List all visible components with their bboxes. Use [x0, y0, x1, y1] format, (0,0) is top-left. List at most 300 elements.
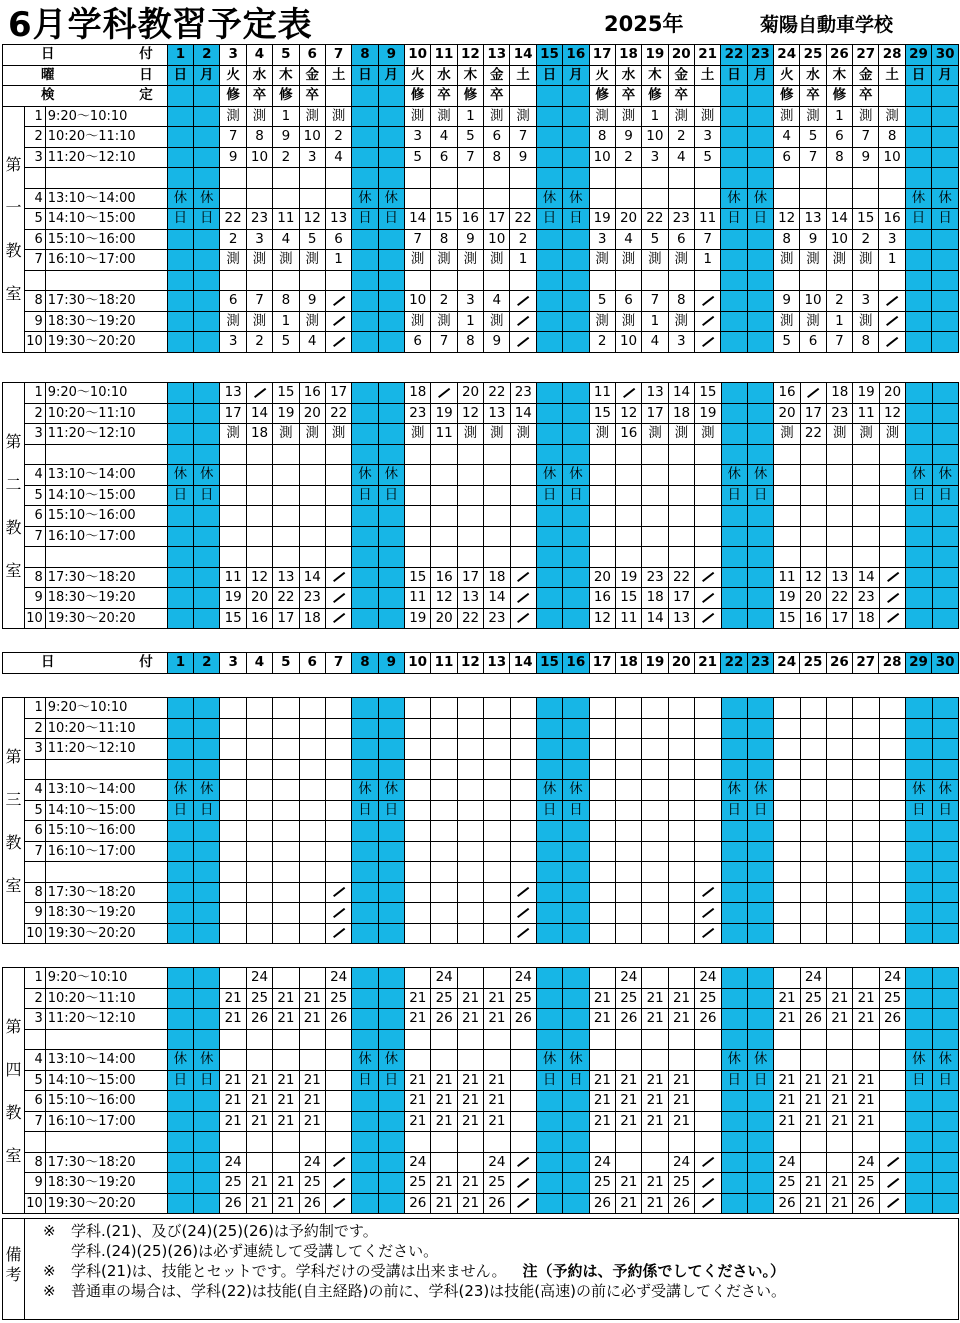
schedule-cell [378, 841, 404, 862]
schedule-cell [879, 903, 905, 924]
schedule-cell [194, 1152, 220, 1173]
schedule-cell: 25 [879, 988, 905, 1009]
schedule-cell [167, 311, 193, 332]
period-row [3, 698, 959, 719]
date-row-cell: 9 [378, 653, 404, 674]
blank [378, 168, 404, 189]
schedule-cell: 1 [879, 250, 905, 271]
schedule-cell [273, 821, 299, 842]
schedule-cell [879, 718, 905, 739]
schedule-cell: 17 [457, 567, 483, 588]
schedule-cell [853, 882, 879, 903]
schedule-cell [879, 1070, 905, 1091]
schedule-cell: 測 [853, 106, 879, 127]
schedule-cell: 6 [431, 147, 457, 168]
schedule-cell [668, 506, 694, 527]
exam-row-cell: 修 [774, 86, 800, 107]
schedule-cell: 19 [774, 588, 800, 609]
schedule-cell [352, 383, 378, 404]
schedule-cell: 5 [589, 291, 615, 312]
schedule-cell: 26 [510, 1009, 536, 1030]
period-time: 18:30〜19:20 [45, 1173, 167, 1194]
blank [220, 547, 246, 568]
schedule-cell [246, 821, 272, 842]
schedule-cell [616, 821, 642, 842]
schedule-cell [352, 588, 378, 609]
schedule-cell [352, 311, 378, 332]
blank [695, 862, 721, 883]
schedule-cell: 20 [299, 403, 325, 424]
blank [299, 547, 325, 568]
blank [404, 270, 430, 291]
rest-day-mark: 日 [352, 1070, 378, 1091]
schedule-cell [325, 1050, 351, 1071]
period-row [3, 1050, 959, 1071]
schedule-cell [299, 903, 325, 924]
schedule-cell: 5 [273, 332, 299, 353]
schedule-cell [378, 291, 404, 312]
schedule-cell: 14 [404, 209, 430, 230]
schedule-cell [747, 588, 773, 609]
schedule-cell: 測 [273, 250, 299, 271]
schedule-cell: 21 [405, 1091, 431, 1112]
schedule-cell [721, 1111, 747, 1132]
schedule-cell: 7 [510, 127, 536, 148]
period-row [3, 988, 959, 1009]
blank [589, 547, 615, 568]
schedule-cell: 21 [431, 1111, 457, 1132]
schedule-cell: 21 [405, 1009, 431, 1030]
schedule-cell [800, 188, 826, 209]
schedule-cell [906, 506, 932, 527]
schedule-cell [405, 780, 431, 801]
schedule-cell: 21 [616, 1173, 642, 1194]
blank [325, 444, 351, 465]
schedule-cell: 2 [853, 229, 879, 250]
schedule-cell [721, 608, 747, 629]
weekday-row-cell: 金 [484, 65, 510, 86]
schedule-cell [299, 841, 325, 862]
exam-row-cell: 修 [589, 86, 615, 107]
blank [563, 547, 589, 568]
schedule-cell: 21 [457, 1009, 483, 1030]
schedule-cell [747, 424, 773, 445]
schedule-cell [642, 1152, 668, 1173]
period-time: 17:30〜18:20 [45, 882, 167, 903]
blank [853, 547, 879, 568]
schedule-cell: 3 [642, 147, 668, 168]
schedule-cell: 21 [800, 1070, 826, 1091]
rest-day-mark: 休 [932, 188, 959, 209]
note-mark: ※ [43, 1262, 56, 1280]
schedule-cell [906, 739, 932, 760]
schedule-cell [932, 988, 958, 1009]
schedule-cell [510, 567, 536, 588]
rest-day-mark: 休 [721, 188, 747, 209]
schedule-cell [695, 821, 721, 842]
blank [405, 444, 431, 465]
blank [668, 862, 694, 883]
schedule-cell [194, 988, 220, 1009]
schedule-cell [457, 739, 483, 760]
schedule-cell [853, 506, 879, 527]
blank [800, 862, 826, 883]
schedule-cell [194, 127, 220, 148]
blank [167, 759, 193, 780]
schedule-cell: 21 [484, 988, 510, 1009]
schedule-cell [536, 882, 562, 903]
schedule-cell [167, 567, 193, 588]
rest-day-mark: 日 [905, 209, 931, 230]
gap-row [3, 1029, 959, 1050]
schedule-cell [932, 106, 959, 127]
schedule-cell: 13 [668, 608, 694, 629]
schedule-cell [774, 903, 800, 924]
blank [246, 759, 272, 780]
slash-mark [517, 572, 529, 582]
schedule-cell [246, 882, 272, 903]
schedule-cell [800, 485, 826, 506]
blank [457, 759, 483, 780]
schedule-cell [589, 800, 615, 821]
schedule-cell [167, 403, 193, 424]
schedule-cell [273, 739, 299, 760]
schedule-cell: 21 [273, 1009, 299, 1030]
exam-row-cell: 卒 [668, 86, 694, 107]
schedule-cell [405, 718, 431, 739]
schedule-cell [431, 821, 457, 842]
blank [325, 1029, 351, 1050]
schedule-cell [352, 1152, 378, 1173]
period-row [3, 127, 959, 148]
schedule-cell [352, 903, 378, 924]
slash-mark [517, 316, 529, 326]
schedule-cell: 24 [220, 1152, 246, 1173]
schedule-cell [194, 506, 220, 527]
schedule-cell [906, 718, 932, 739]
schedule-cell [747, 229, 773, 250]
period-row [3, 1193, 959, 1214]
schedule-cell: 9 [220, 147, 246, 168]
period-row [3, 188, 959, 209]
blank [642, 547, 668, 568]
blank [536, 862, 562, 883]
schedule-cell [563, 739, 589, 760]
schedule-cell [352, 127, 378, 148]
schedule-cell [536, 291, 562, 312]
blank [352, 1132, 378, 1153]
weekday-row-cell: 土 [325, 65, 351, 86]
blank [273, 168, 299, 189]
note-line [43, 1281, 786, 1301]
blank [853, 168, 879, 189]
schedule-cell [273, 506, 299, 527]
blank [695, 1132, 721, 1153]
room-name-char: 第 [5, 155, 22, 174]
blank [246, 862, 272, 883]
schedule-cell: 測 [668, 106, 694, 127]
date-row-cell: 30 [932, 45, 959, 66]
schedule-cell [774, 800, 800, 821]
date-row-cell: 5 [273, 653, 299, 674]
period-time: 16:10〜17:00 [45, 841, 167, 862]
rest-day-mark: 日 [932, 209, 959, 230]
exam-row-cell: 卒 [246, 86, 272, 107]
date-row-cell: 23 [747, 45, 773, 66]
blank [457, 270, 483, 291]
schedule-cell: 16 [589, 588, 615, 609]
schedule-cell [325, 332, 351, 353]
schedule-cell [563, 526, 589, 547]
schedule-cell [484, 800, 510, 821]
schedule-cell [695, 1152, 721, 1173]
room2-table [2, 382, 959, 629]
schedule-cell [747, 739, 773, 760]
schedule-cell [721, 127, 747, 148]
schedule-cell [747, 988, 773, 1009]
schedule-cell: 測 [668, 250, 694, 271]
schedule-cell: 12 [589, 608, 615, 629]
period-row [3, 1152, 959, 1173]
date-row-cell: 6 [299, 45, 325, 66]
blank [325, 759, 351, 780]
schedule-cell: 3 [694, 127, 720, 148]
schedule-cell: 測 [642, 424, 668, 445]
schedule-cell: 14 [246, 403, 272, 424]
rest-day-mark: 休 [536, 188, 562, 209]
schedule-cell: 25 [246, 988, 272, 1009]
schedule-cell [457, 1050, 483, 1071]
date-row [3, 45, 959, 66]
period-time: 15:10〜16:00 [45, 229, 167, 250]
blank [45, 1029, 167, 1050]
weekday-row-cell: 土 [694, 65, 720, 86]
schedule-cell [194, 1009, 220, 1030]
schedule-cell: 26 [589, 1193, 615, 1214]
schedule-cell [536, 588, 562, 609]
rest-day-mark: 日 [747, 485, 773, 506]
schedule-cell [563, 988, 589, 1009]
schedule-cell [800, 800, 826, 821]
schedule-cell [194, 903, 220, 924]
blank [616, 1029, 642, 1050]
schedule-cell [747, 311, 773, 332]
schedule-cell: 19 [695, 403, 721, 424]
period-number: 8 [24, 567, 45, 588]
schedule-cell: 21 [668, 1009, 694, 1030]
schedule-cell [246, 188, 272, 209]
schedule-cell [747, 403, 773, 424]
schedule-cell [405, 526, 431, 547]
schedule-cell: 15 [695, 383, 721, 404]
blank [510, 1029, 536, 1050]
schedule-cell [642, 821, 668, 842]
schedule-cell [589, 506, 615, 527]
blank [325, 168, 351, 189]
slash-mark [887, 572, 899, 582]
date-row-cell: 2 [194, 653, 220, 674]
blank [906, 1132, 932, 1153]
schedule-cell: 14 [484, 588, 510, 609]
schedule-cell [378, 526, 404, 547]
schedule-cell [273, 968, 299, 989]
schedule-cell [879, 465, 905, 486]
date-row-cell: 12 [457, 653, 483, 674]
schedule-cell: 8 [774, 229, 800, 250]
schedule-cell: 21 [246, 1091, 272, 1112]
rest-day-mark: 休 [167, 780, 193, 801]
weekday-row-cell: 日 [721, 65, 747, 86]
schedule-cell: 測 [800, 106, 826, 127]
schedule-cell [747, 567, 773, 588]
schedule-cell: 10 [246, 147, 272, 168]
schedule-cell [879, 188, 905, 209]
schedule-cell [325, 465, 351, 486]
schedule-cell: 16 [879, 209, 905, 230]
rest-day-mark: 休 [906, 465, 932, 486]
schedule-cell: 25 [695, 988, 721, 1009]
schedule-cell [325, 506, 351, 527]
schedule-cell [457, 698, 483, 719]
schedule-cell [352, 968, 378, 989]
schedule-cell: 8 [668, 291, 694, 312]
schedule-cell: 26 [879, 1009, 905, 1030]
rest-day-mark: 休 [721, 1050, 747, 1071]
schedule-cell [220, 882, 246, 903]
schedule-cell [642, 718, 668, 739]
schedule-cell [932, 332, 959, 353]
schedule-cell [484, 841, 510, 862]
schedule-cell [510, 821, 536, 842]
room-name [3, 383, 25, 629]
schedule-cell [642, 526, 668, 547]
schedule-cell [167, 841, 193, 862]
schedule-cell [827, 1050, 853, 1071]
blank [668, 444, 694, 465]
notes-label: 備 考 [3, 1219, 25, 1319]
schedule-cell [325, 485, 351, 506]
schedule-cell: 7 [457, 147, 483, 168]
slash-mark [886, 336, 898, 346]
schedule-cell [325, 311, 351, 332]
blank [404, 168, 430, 189]
slash-mark [886, 295, 898, 305]
blank [563, 168, 589, 189]
note-text: 学科.(21)、及び(24)(25)(26)は予約制です。 [71, 1222, 378, 1240]
notes-body [43, 1221, 786, 1301]
schedule-cell: 9 [774, 291, 800, 312]
blank [299, 270, 325, 291]
schedule-cell: 測 [615, 250, 641, 271]
slash-mark [887, 613, 899, 623]
note-text: 普通車の場合は、学科(22)は技能(自主経路)の前に、学科(23)は技能(高速)の前に必ず受講してください。 [71, 1282, 786, 1300]
schedule-cell: 7 [853, 127, 879, 148]
schedule-cell [905, 229, 931, 250]
blank [721, 168, 747, 189]
slash-mark [517, 613, 529, 623]
schedule-cell [378, 311, 404, 332]
period-number: 7 [24, 526, 45, 547]
schedule-cell: 2 [615, 147, 641, 168]
schedule-cell [431, 1050, 457, 1071]
rest-day-mark: 休 [378, 1050, 404, 1071]
schedule-cell [616, 1152, 642, 1173]
schedule-cell: 11 [589, 383, 615, 404]
schedule-cell: 16 [299, 383, 325, 404]
schedule-cell [747, 127, 773, 148]
slash-mark [333, 613, 345, 623]
schedule-cell [431, 383, 457, 404]
period-row [3, 526, 959, 547]
blank [905, 270, 931, 291]
period-number: 7 [24, 250, 45, 271]
schedule-cell [827, 739, 853, 760]
schedule-cell [721, 250, 747, 271]
schedule-cell: 21 [299, 1091, 325, 1112]
schedule-cell [932, 567, 958, 588]
schedule-cell [721, 424, 747, 445]
period-row [3, 147, 959, 168]
schedule-cell: 7 [826, 332, 852, 353]
schedule-cell: 25 [431, 988, 457, 1009]
schedule-cell: 6 [774, 147, 800, 168]
schedule-cell: 測 [220, 311, 246, 332]
blank [273, 444, 299, 465]
rest-day-mark: 休 [167, 188, 193, 209]
schedule-cell: 3 [668, 332, 694, 353]
schedule-cell [457, 1152, 483, 1173]
schedule-cell [932, 968, 958, 989]
slash-mark [702, 592, 714, 602]
schedule-cell [352, 147, 378, 168]
schedule-cell [853, 903, 879, 924]
schedule-cell: 5 [642, 229, 668, 250]
schedule-cell: 14 [668, 383, 694, 404]
schedule-cell: 21 [246, 1173, 272, 1194]
period-time: 10:20〜11:10 [45, 988, 167, 1009]
period-time: 9:20〜10:10 [45, 968, 167, 989]
blank [826, 168, 852, 189]
rest-day-mark: 休 [563, 1050, 589, 1071]
schedule-cell [457, 526, 483, 547]
period-number: 9 [24, 588, 45, 609]
notes-box [2, 1218, 959, 1320]
schedule-cell [906, 882, 932, 903]
schedule-cell [905, 147, 931, 168]
date-row-cell: 4 [246, 45, 272, 66]
schedule-cell [273, 882, 299, 903]
schedule-cell [563, 821, 589, 842]
schedule-cell [352, 424, 378, 445]
schedule-cell [879, 526, 905, 547]
schedule-cell [905, 311, 931, 332]
exam-row-cell [694, 86, 720, 107]
rest-day-mark: 日 [536, 485, 562, 506]
schedule-cell [747, 821, 773, 842]
exam-row-cell [378, 86, 404, 107]
weekday-row-cell: 日 [352, 65, 378, 86]
date-row-cell: 23 [747, 653, 773, 674]
schedule-cell [484, 882, 510, 903]
schedule-cell [563, 903, 589, 924]
schedule-cell [589, 188, 615, 209]
blank [405, 547, 431, 568]
schedule-cell [827, 1152, 853, 1173]
schedule-cell: 4 [668, 147, 694, 168]
schedule-cell: 測 [615, 106, 641, 127]
schedule-cell [484, 718, 510, 739]
schedule-cell: 21 [800, 1091, 826, 1112]
